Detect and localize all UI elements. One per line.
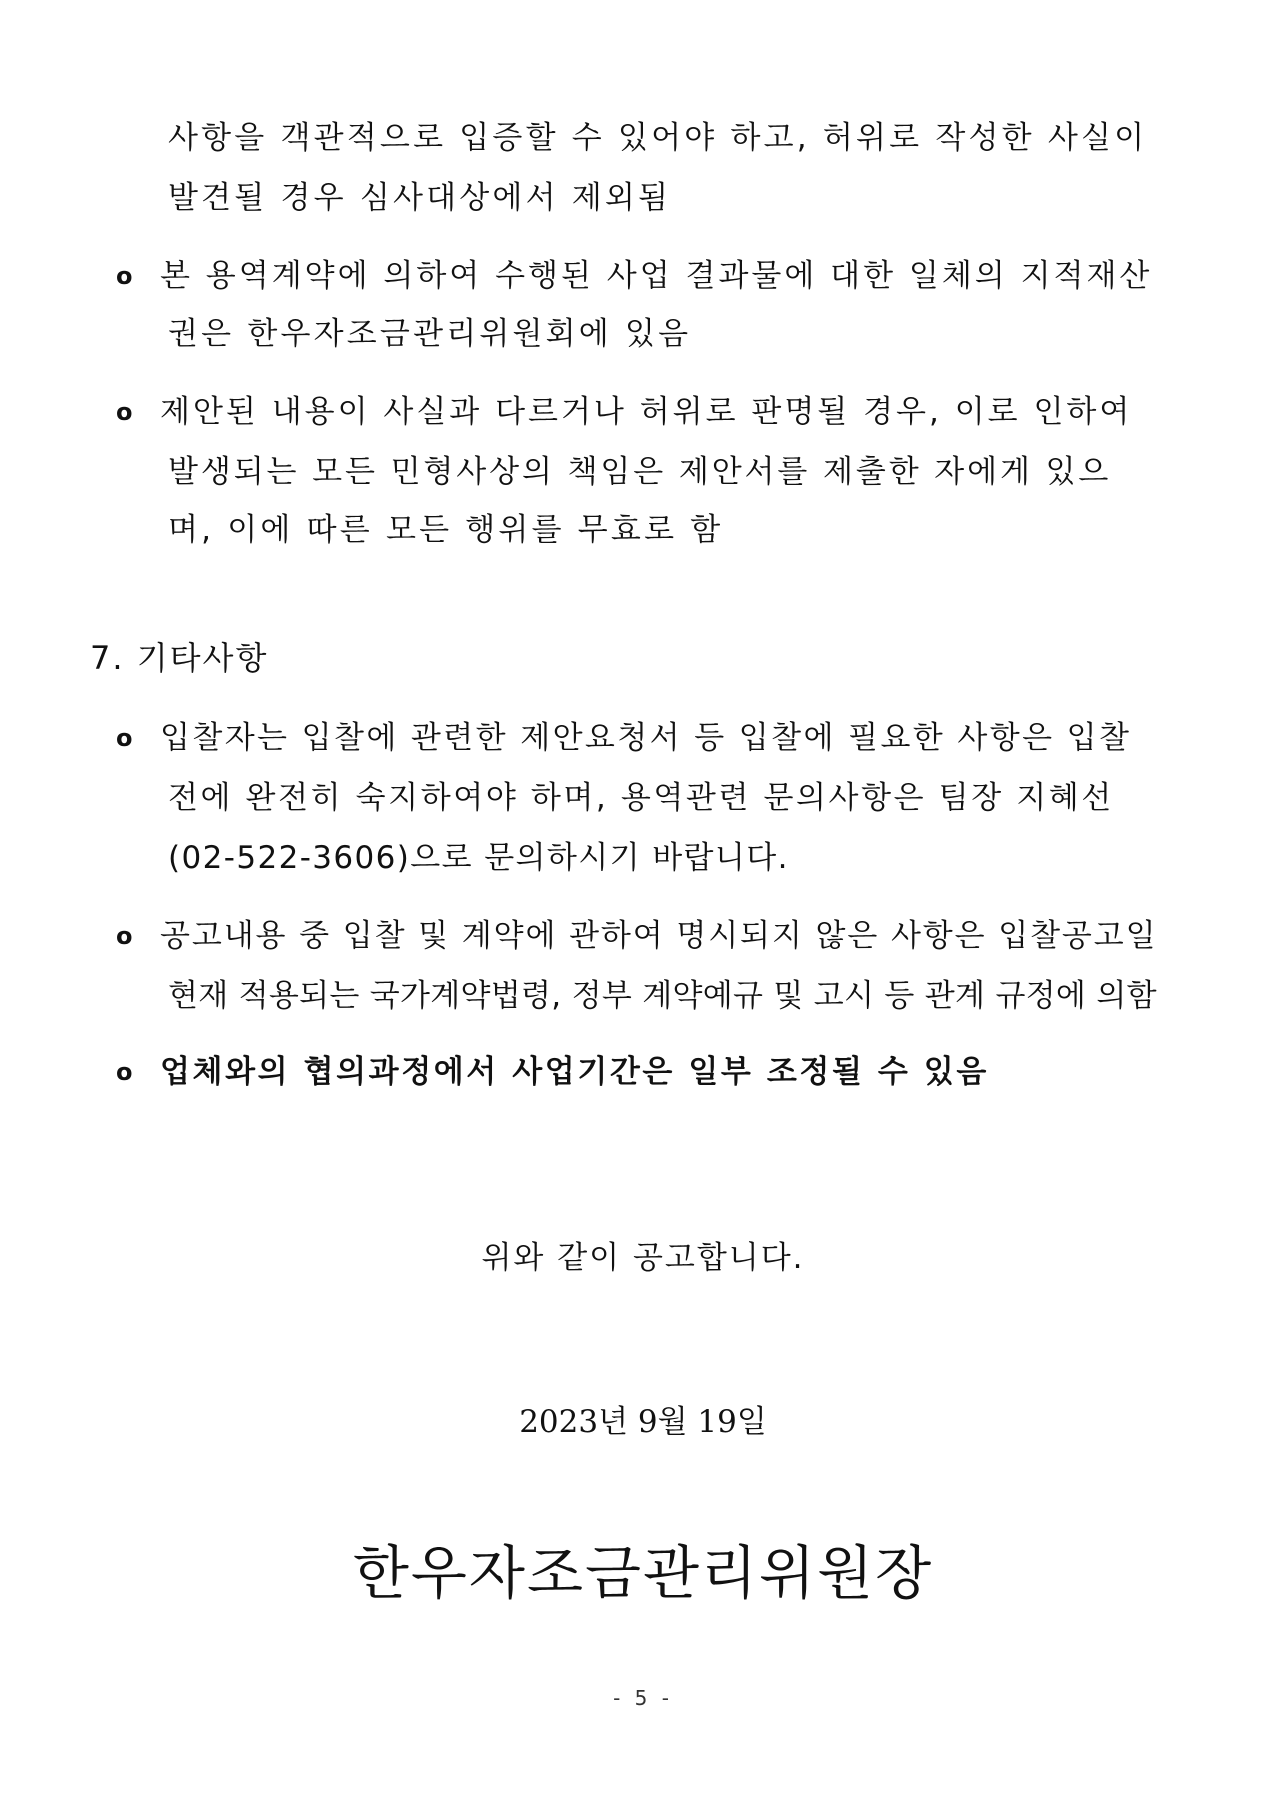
bullet-item-text: 입찰자는 입찰에 관련한 제안요청서 등 입찰에 필요한 사항은 입찰 xyxy=(160,720,1132,756)
bullet-item-text: 며, 이에 따른 모든 행위를 무효로 함 xyxy=(168,512,724,548)
bullet-icon: o xyxy=(116,922,133,950)
bullet-item-text: 공고내용 중 입찰 및 계약에 관하여 명시되지 않은 사항은 입찰공고일 xyxy=(160,918,1158,954)
bullet-item-text: 현재 적용되는 국가계약법령, 정부 계약예규 및 고시 등 관계 규정에 의함 xyxy=(168,978,1157,1014)
page-number: - 5 - xyxy=(613,1686,673,1710)
section-heading: 7. 기타사항 xyxy=(90,639,269,677)
bullet-icon: o xyxy=(116,1058,133,1086)
bullet-item-text: 전에 완전히 숙지하여야 하며, 용역관련 문의사항은 팀장 지혜선 xyxy=(168,780,1114,816)
bullet-icon: o xyxy=(116,262,133,290)
bullet-icon: o xyxy=(116,724,133,752)
announcement-date: 2023년 9월 19일 xyxy=(519,1404,767,1440)
bullet-item-text: 제안된 내용이 사실과 다르거나 허위로 판명될 경우, 이로 인하여 xyxy=(160,394,1133,430)
bullet-item-text: 권은 한우자조금관리위원회에 있음 xyxy=(168,316,692,352)
paragraph-line: 발견될 경우 심사대상에서 제외됨 xyxy=(168,180,672,216)
bullet-item-text: (02-522-3606)으로 문의하시기 바랍니다. xyxy=(168,840,789,876)
organization-name: 한우자조금관리위원장 xyxy=(352,1539,934,1607)
bullet-icon: o xyxy=(116,398,133,426)
bullet-item-text: 발생되는 모든 민형사상의 책임은 제안서를 제출한 자에게 있으 xyxy=(168,454,1112,490)
paragraph-line: 사항을 객관적으로 입증할 수 있어야 하고, 허위로 작성한 사실이 xyxy=(168,120,1148,156)
closing-statement: 위와 같이 공고합니다. xyxy=(481,1240,805,1276)
bullet-item-text: 본 용역계약에 의하여 수행된 사업 결과물에 대한 일체의 지적재산 xyxy=(160,258,1153,294)
bullet-item-text-emphasis: 업체와의 협의과정에서 사업기간은 일부 조정될 수 있음 xyxy=(160,1054,989,1090)
